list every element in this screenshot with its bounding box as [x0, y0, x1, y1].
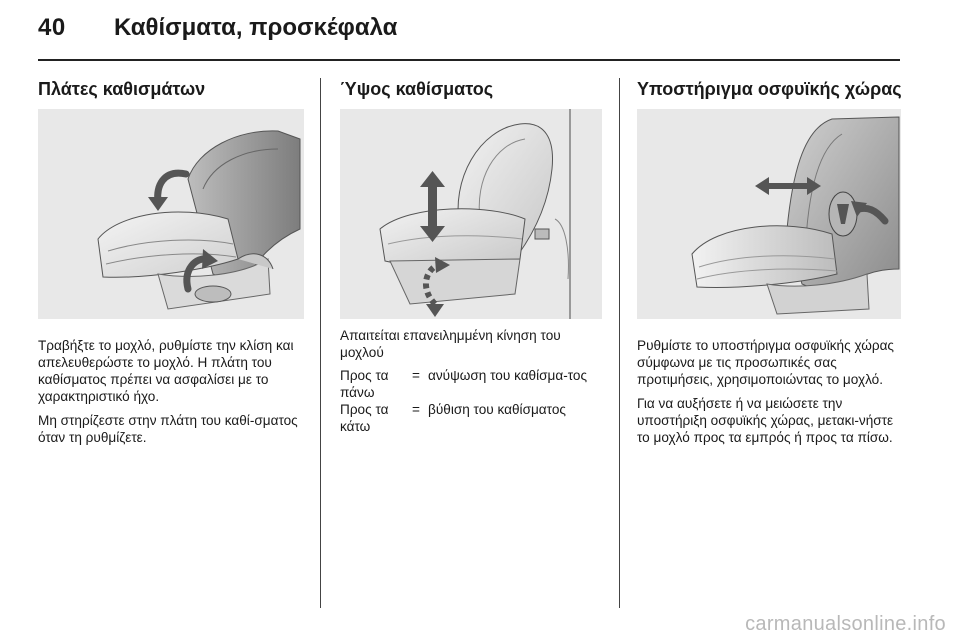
definition-row-down [340, 401, 602, 435]
definition-term: Προς τα κάτω [340, 402, 389, 434]
chapter-title: Καθίσματα, προσκέφαλα [114, 14, 398, 41]
header-rule [38, 59, 900, 61]
lumbar-paragraph-2: Για να αυξήσετε ή να μειώσετε την υποστήριξη οσφυϊκής χώρας, μετακι-νήστε το μοχλό προς τα εμπρός ή προς τα πίσω. [637, 396, 894, 445]
section-heading: Ύψος καθίσματος [340, 79, 494, 99]
backrest-paragraph-1: Τραβήξτε το μοχλό, ρυθμίστε την κλίση και απελευθερώστε το μοχλό. Η πλάτη του καθίσματος πρέπει να ασφαλίσει με το χαρακτηριστικό ήχο. [38, 338, 294, 404]
section-lumbar-support [637, 77, 901, 446]
column-divider-2 [619, 78, 620, 608]
page-number: 40 [38, 14, 66, 41]
lumbar-paragraph-1: Ρυθμίστε το υποστήριγμα οσφυϊκής χώρας σύμφωνα με τις προσωπικές σας προτιμήσεις, χρησιμοποιώντας το μοχλό. [637, 338, 894, 387]
definition-description: ανύψωση του καθίσμα-τος [428, 368, 588, 383]
definition-list [340, 367, 602, 435]
backrest-paragraph-2: Μη στηρίζεστε στην πλάτη του καθί-σματος όταν τη ρυθμίζετε. [38, 413, 298, 445]
definition-equals: = [412, 402, 420, 417]
seat-backrest-drawing [38, 109, 304, 319]
lumbar-illustration [637, 109, 901, 319]
seat-height-drawing [340, 109, 602, 319]
height-intro: Απαιτείται επανειλημμένη κίνηση του μοχλού [340, 328, 561, 360]
watermark: carmanualsonline.info [745, 613, 946, 635]
backrest-illustration [38, 109, 304, 319]
section-seat-height [340, 77, 602, 435]
section-backrest [38, 77, 304, 446]
definition-description: βύθιση του καθίσματος [428, 402, 566, 417]
section-heading: Υποστήριγμα οσφυϊκής χώρας [637, 79, 902, 99]
definition-equals: = [412, 368, 420, 383]
definition-row-up [340, 367, 602, 401]
column-divider-1 [320, 78, 321, 608]
seat-height-illustration [340, 109, 602, 319]
section-heading: Πλάτες καθισμάτων [38, 79, 206, 99]
lumbar-support-drawing [637, 109, 901, 319]
definition-term: Προς τα πάνω [340, 368, 389, 400]
